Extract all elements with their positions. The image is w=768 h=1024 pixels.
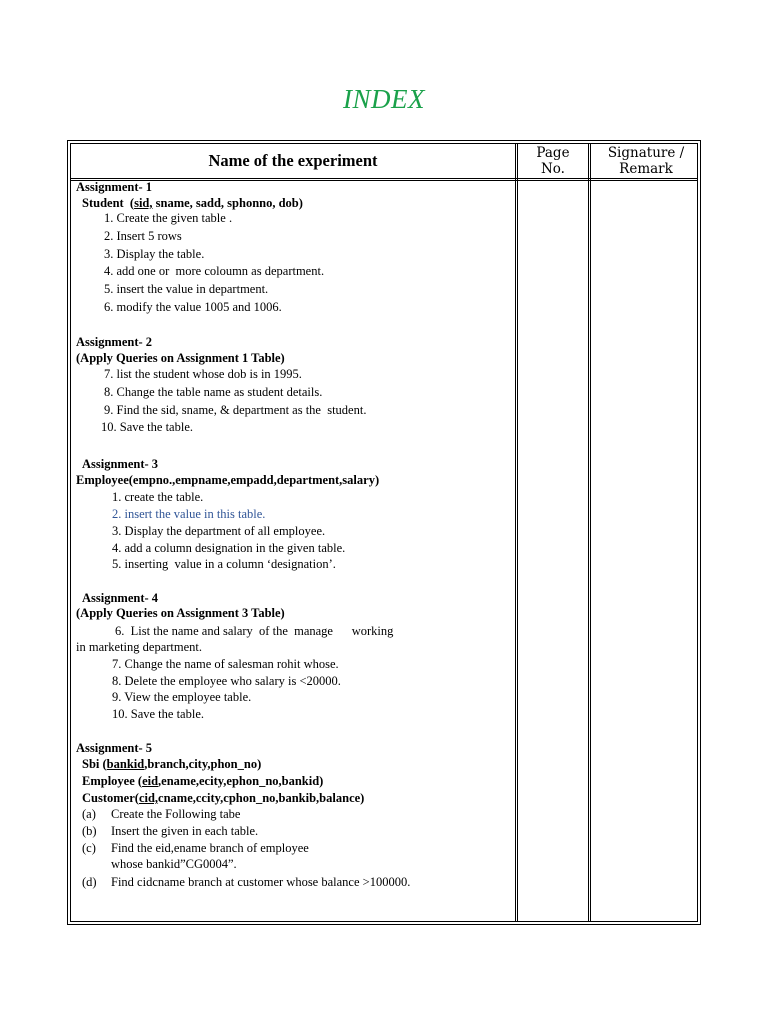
a3-item: 4. add a column designation in the given table. [112,541,346,555]
a4-item: 6. List the name and salary of the manage working [115,624,394,638]
a5-schema-employee: Employee (eid,ename,ecity,ephon_no,bankid) [82,774,324,788]
a5-heading: Assignment- 5 [76,741,153,755]
a4-heading: Assignment- 4 [82,591,159,605]
a2-subtitle: (Apply Queries on Assignment 1 Table) [76,351,285,365]
page-title: INDEX [343,84,425,114]
a1-item: 2. Insert 5 rows [104,229,182,243]
a5-item: (c) Find the eid,ename branch of employee [82,841,309,855]
a4-item: 8. Delete the employee who salary is <20000. [112,674,341,688]
a1-heading: Assignment- 1 [76,180,153,194]
a4-item: 9. View the employee table. [112,690,252,704]
a1-schema: Student (sid, sname, sadd, sphonno, dob) [82,196,303,210]
a4-subtitle: (Apply Queries on Assignment 3 Table) [76,606,285,620]
a3-heading: Assignment- 3 [82,457,159,471]
a3-item: 2. insert the value in this table. [112,507,266,521]
a5-item: (b) Insert the given in each table. [82,824,259,838]
a2-heading: Assignment- 2 [76,335,153,349]
a1-item: 5. insert the value in department. [104,282,269,296]
a1-item: 1. Create the given table . [104,211,233,225]
a1-item: 3. Display the table. [104,247,205,261]
a5-item: (a) Create the Following tabe [82,807,241,821]
a2-item: 9. Find the sid, sname, & department as the student. [104,403,367,417]
a3-item: 5. inserting value in a column ‘designation’. [112,557,336,571]
a4-item: 7. Change the name of salesman rohit whose. [112,657,339,671]
header-page: Page No. [536,145,570,177]
a4-item-cont: in marketing department. [76,640,203,654]
header-signature: Signature / Remark [607,145,685,177]
a5-schema-sbi: Sbi (bankid,branch,city,phon_no) [82,757,262,771]
a5-item-cont: whose bankid”CG0004”. [111,857,237,871]
header-name: Name of the experiment [208,151,378,170]
a3-item: 3. Display the department of all employee. [112,524,326,538]
a3-item: 1. create the table. [112,490,204,504]
a1-item: 6. modify the value 1005 and 1006. [104,300,282,314]
a1-item: 4. add one or more coloumn as department. [104,264,325,278]
a5-schema-customer: Customer(cid,cname,ccity,cphon_no,bankib,balance) [82,791,365,805]
a3-schema: Employee(empno.,empname,empadd,department,salary) [76,473,380,487]
a5-item: (d) Find cidcname branch at customer whose balance >100000. [82,875,411,889]
a2-item: 7. list the student whose dob is in 1995. [104,367,302,381]
a2-item: 8. Change the table name as student details. [104,385,323,399]
a2-item: 10. Save the table. [101,420,193,434]
a4-item: 10. Save the table. [112,707,204,721]
